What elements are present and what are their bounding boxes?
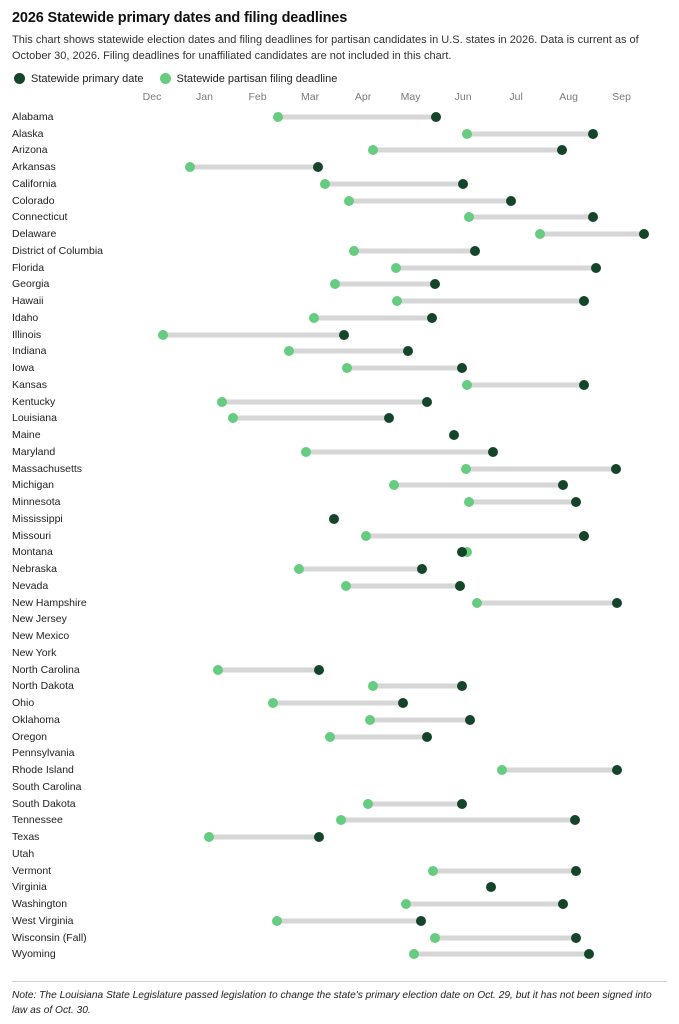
row-label: Wisconsin (Fall) <box>12 931 87 944</box>
chart-row <box>12 259 667 276</box>
range-connector <box>222 399 427 404</box>
row-label: Colorado <box>12 194 55 207</box>
chart-row <box>12 728 667 745</box>
primary-date-dot[interactable] <box>465 715 475 725</box>
chart-row <box>12 561 667 578</box>
range-connector <box>467 131 593 136</box>
primary-date-dot[interactable] <box>314 665 324 675</box>
chart-subtitle: This chart shows statewide election dates and filing deadlines for partisan candidates in U.S. states in 2026. Data is current as of October 30, 2026. Filing deadlines for unaffiliated candidates are not included in this chart. <box>12 34 639 62</box>
range-connector <box>306 449 493 454</box>
filing-deadline-dot[interactable] <box>213 665 223 675</box>
row-label: Iowa <box>12 362 35 375</box>
row-label: Nevada <box>12 579 49 592</box>
primary-date-dot[interactable] <box>571 866 581 876</box>
range-connector <box>469 215 593 220</box>
chart-row <box>12 326 667 343</box>
range-connector <box>218 667 319 672</box>
row-label: North Dakota <box>12 680 74 693</box>
filing-deadline-dot[interactable] <box>320 179 330 189</box>
chart-row <box>12 477 667 494</box>
row-label: Massachusetts <box>12 462 83 475</box>
primary-date-dot[interactable] <box>611 464 621 474</box>
primary-date-dot[interactable] <box>558 899 568 909</box>
row-label: Kansas <box>12 378 48 391</box>
x-axis-tick: Jan <box>196 90 213 103</box>
range-connector <box>469 500 577 505</box>
x-axis-tick: Jul <box>509 90 523 103</box>
chart-row <box>12 645 667 662</box>
row-label: Oregon <box>12 730 48 743</box>
row-label: Rhode Island <box>12 764 74 777</box>
primary-date-dot[interactable] <box>457 799 467 809</box>
filing-deadline-dot[interactable] <box>461 464 471 474</box>
range-connector <box>406 902 563 907</box>
primary-date-dot[interactable] <box>588 129 598 139</box>
filing-deadline-dot[interactable] <box>368 681 378 691</box>
row-label: Montana <box>12 546 53 559</box>
row-label: Maryland <box>12 445 56 458</box>
chart-row <box>12 343 667 360</box>
primary-date-dot[interactable] <box>558 480 568 490</box>
chart-row <box>12 779 667 796</box>
chart-row <box>12 846 667 863</box>
primary-date-dot[interactable] <box>403 346 413 356</box>
x-axis-tick: Sep <box>612 90 631 103</box>
row-label: District of Columbia <box>12 244 104 257</box>
range-connector <box>347 366 462 371</box>
row-label: New Jersey <box>12 613 67 626</box>
primary-date-dot[interactable] <box>470 246 480 256</box>
row-label: Ohio <box>12 697 35 710</box>
primary-date-dot[interactable] <box>458 179 468 189</box>
range-connector <box>299 567 422 572</box>
chart-row <box>12 109 667 126</box>
chart-row <box>12 678 667 695</box>
chart-row <box>12 494 667 511</box>
chart-row <box>12 712 667 729</box>
range-connector <box>373 684 462 689</box>
page-title: 2026 Statewide primary dates and filing deadlines <box>12 10 348 26</box>
chart-row <box>12 795 667 812</box>
primary-date-dot[interactable] <box>570 815 580 825</box>
chart-legend <box>14 73 667 85</box>
primary-date-dot[interactable] <box>422 732 432 742</box>
range-connector <box>209 835 319 840</box>
row-label: Missouri <box>12 529 52 542</box>
range-connector <box>341 818 575 823</box>
row-label: Connecticut <box>12 211 68 224</box>
primary-date-dot[interactable] <box>488 447 498 457</box>
row-label: Louisiana <box>12 412 57 425</box>
chart-row <box>12 611 667 628</box>
row-label: Arkansas <box>12 161 56 174</box>
range-connector <box>366 533 584 538</box>
chart-row <box>12 946 667 963</box>
range-connector <box>373 148 562 153</box>
primary-date-dot[interactable] <box>313 162 323 172</box>
chart-row <box>12 377 667 394</box>
chart-row <box>12 427 667 444</box>
primary-date-dot[interactable] <box>398 698 408 708</box>
row-label: Maine <box>12 429 41 442</box>
filing-deadline-dot[interactable] <box>272 916 282 926</box>
primary-date-dot[interactable] <box>457 363 467 373</box>
row-label: Kentucky <box>12 395 56 408</box>
row-label: Pennsylvania <box>12 747 75 760</box>
primary-date-dot[interactable] <box>506 196 516 206</box>
legend-label-primary: Statewide primary date <box>31 72 144 85</box>
chart-row <box>12 695 667 712</box>
filing-deadline-dot[interactable] <box>430 933 440 943</box>
filing-deadline-dot[interactable] <box>365 715 375 725</box>
filing-deadline-dot[interactable] <box>389 480 399 490</box>
primary-date-dot[interactable] <box>571 933 581 943</box>
chart-row <box>12 628 667 645</box>
chart-row <box>12 410 667 427</box>
row-label: Florida <box>12 261 45 274</box>
range-connector <box>467 382 584 387</box>
filing-deadline-dot[interactable] <box>336 815 346 825</box>
chart-row <box>12 594 667 611</box>
chart-row <box>12 226 667 243</box>
primary-date-dot[interactable] <box>612 598 622 608</box>
primary-date-dot[interactable] <box>584 949 594 959</box>
row-label: Vermont <box>12 864 52 877</box>
primary-date-dot[interactable] <box>486 882 496 892</box>
plot-area <box>12 90 667 961</box>
primary-date-dot[interactable] <box>339 330 349 340</box>
filing-deadline-dot[interactable] <box>391 263 401 273</box>
range-connector <box>396 265 596 270</box>
filing-deadline-dot[interactable] <box>535 229 545 239</box>
row-label: Michigan <box>12 479 55 492</box>
legend-swatch-primary-icon <box>14 73 25 84</box>
primary-date-dot[interactable] <box>457 681 467 691</box>
legend-item-filing <box>160 73 338 85</box>
chart-row <box>12 243 667 260</box>
primary-date-dot[interactable] <box>417 564 427 574</box>
row-label: Idaho <box>12 311 39 324</box>
range-connector <box>277 918 421 923</box>
chart-row <box>12 745 667 762</box>
primary-date-dot[interactable] <box>455 581 465 591</box>
chart-note: Note: The Louisiana State Legislature passed legislation to change the state's primary election date on Oct. 29, but it has not been signed into law as of Oct. 30. <box>12 981 667 1018</box>
chart-row <box>12 142 667 159</box>
row-label: Washington <box>12 898 68 911</box>
chart-row <box>12 176 667 193</box>
x-axis <box>12 91 667 109</box>
primary-date-dot[interactable] <box>384 413 394 423</box>
filing-deadline-dot[interactable] <box>392 296 402 306</box>
range-connector <box>370 717 470 722</box>
row-label: New Mexico <box>12 630 70 643</box>
chart-row <box>12 276 667 293</box>
primary-date-dot[interactable] <box>416 916 426 926</box>
row-label: Georgia <box>12 278 50 291</box>
range-connector <box>190 165 318 170</box>
filing-deadline-dot[interactable] <box>344 196 354 206</box>
chart-row <box>12 578 667 595</box>
filing-deadline-dot[interactable] <box>368 145 378 155</box>
row-label: New York <box>12 646 57 659</box>
primary-date-dot[interactable] <box>422 397 432 407</box>
chart-row <box>12 444 667 461</box>
row-label: Alabama <box>12 110 54 123</box>
row-label: Wyoming <box>12 948 56 961</box>
primary-date-dot[interactable] <box>557 145 567 155</box>
chart-row <box>12 896 667 913</box>
chart-row <box>12 544 667 561</box>
range-connector <box>540 232 644 237</box>
row-label: Indiana <box>12 345 47 358</box>
chart-row <box>12 360 667 377</box>
primary-date-dot[interactable] <box>579 380 589 390</box>
x-axis-tick: Aug <box>559 90 578 103</box>
range-connector <box>349 198 510 203</box>
primary-date-dot[interactable] <box>430 279 440 289</box>
filing-deadline-dot[interactable] <box>409 949 419 959</box>
filing-deadline-dot[interactable] <box>462 129 472 139</box>
row-label: Texas <box>12 831 40 844</box>
range-connector <box>330 734 427 739</box>
primary-date-dot[interactable] <box>449 430 459 440</box>
row-label: Utah <box>12 847 35 860</box>
row-label: New Hampshire <box>12 596 87 609</box>
filing-deadline-dot[interactable] <box>462 380 472 390</box>
row-label: Oklahoma <box>12 713 60 726</box>
chart-row <box>12 527 667 544</box>
row-label: California <box>12 177 57 190</box>
filing-deadline-dot[interactable] <box>217 397 227 407</box>
chart-row <box>12 661 667 678</box>
row-label: Tennessee <box>12 814 63 827</box>
primary-date-dot[interactable] <box>571 497 581 507</box>
primary-date-dot[interactable] <box>639 229 649 239</box>
primary-date-dot[interactable] <box>588 212 598 222</box>
filing-deadline-dot[interactable] <box>342 363 352 373</box>
range-connector <box>477 600 617 605</box>
chart-row <box>12 913 667 930</box>
chart-row <box>12 929 667 946</box>
primary-date-dot[interactable] <box>329 514 339 524</box>
chart-row <box>12 393 667 410</box>
primary-date-dot[interactable] <box>314 832 324 842</box>
row-label: South Carolina <box>12 780 82 793</box>
row-label: Illinois <box>12 328 42 341</box>
filing-deadline-dot[interactable] <box>228 413 238 423</box>
filing-deadline-dot[interactable] <box>497 765 507 775</box>
chart-rows <box>12 109 667 963</box>
filing-deadline-dot[interactable] <box>428 866 438 876</box>
row-label: Virginia <box>12 881 47 894</box>
filing-deadline-dot[interactable] <box>341 581 351 591</box>
row-label: South Dakota <box>12 797 76 810</box>
range-connector <box>289 349 408 354</box>
row-label: North Carolina <box>12 663 80 676</box>
range-connector <box>335 282 435 287</box>
filing-deadline-dot[interactable] <box>349 246 359 256</box>
range-connector <box>163 332 344 337</box>
range-connector <box>368 801 462 806</box>
x-axis-tick: Apr <box>354 90 372 103</box>
filing-deadline-dot[interactable] <box>158 330 168 340</box>
legend-label-filing: Statewide partisan filing deadline <box>176 72 338 85</box>
primary-date-dot[interactable] <box>427 313 437 323</box>
chart-row <box>12 125 667 142</box>
filing-deadline-dot[interactable] <box>330 279 340 289</box>
filing-deadline-dot[interactable] <box>294 564 304 574</box>
chart-row <box>12 862 667 879</box>
primary-date-dot[interactable] <box>591 263 601 273</box>
x-axis-tick: Dec <box>142 90 162 103</box>
x-axis-tick: Jun <box>454 90 472 103</box>
filing-deadline-dot[interactable] <box>204 832 214 842</box>
range-connector <box>233 416 389 421</box>
range-connector <box>394 483 562 488</box>
filing-deadline-dot[interactable] <box>284 346 294 356</box>
primary-date-dot[interactable] <box>612 765 622 775</box>
filing-deadline-dot[interactable] <box>301 447 311 457</box>
row-label: West Virginia <box>12 914 74 927</box>
chart-row <box>12 460 667 477</box>
x-axis-tick: Mar <box>301 90 320 103</box>
row-label: Hawaii <box>12 295 44 308</box>
row-label: Alaska <box>12 127 44 140</box>
filing-deadline-dot[interactable] <box>464 212 474 222</box>
x-axis-tick: Feb <box>248 90 267 103</box>
row-label: Mississippi <box>12 512 63 525</box>
legend-item-primary <box>14 73 144 85</box>
chart-row <box>12 762 667 779</box>
range-connector <box>346 583 459 588</box>
primary-date-dot[interactable] <box>579 531 589 541</box>
range-connector <box>314 315 433 320</box>
range-connector <box>325 181 463 186</box>
filing-deadline-dot[interactable] <box>464 497 474 507</box>
filing-deadline-dot[interactable] <box>401 899 411 909</box>
chart-row <box>12 511 667 528</box>
legend-swatch-filing-icon <box>160 73 171 84</box>
range-connector <box>435 935 576 940</box>
row-label: Delaware <box>12 228 57 241</box>
filing-deadline-dot[interactable] <box>325 732 335 742</box>
filing-deadline-dot[interactable] <box>363 799 373 809</box>
primary-date-dot[interactable] <box>431 112 441 122</box>
row-label: Minnesota <box>12 496 61 509</box>
filing-deadline-dot[interactable] <box>309 313 319 323</box>
range-connector <box>397 299 584 304</box>
filing-deadline-dot[interactable] <box>268 698 278 708</box>
filing-deadline-dot[interactable] <box>361 531 371 541</box>
chart-row <box>12 812 667 829</box>
row-label: Nebraska <box>12 563 57 576</box>
filing-deadline-dot[interactable] <box>185 162 195 172</box>
range-connector <box>354 248 475 253</box>
range-connector <box>273 701 403 706</box>
chart-row <box>12 159 667 176</box>
filing-deadline-dot[interactable] <box>472 598 482 608</box>
chart-row <box>12 209 667 226</box>
chart-row <box>12 192 667 209</box>
chart-row <box>12 879 667 896</box>
range-connector <box>502 768 616 773</box>
range-connector <box>466 466 615 471</box>
chart-row <box>12 310 667 327</box>
row-label: Arizona <box>12 144 48 157</box>
range-connector <box>433 868 576 873</box>
filing-deadline-dot[interactable] <box>273 112 283 122</box>
chart-row <box>12 829 667 846</box>
range-connector <box>278 114 436 119</box>
range-connector <box>414 952 590 957</box>
chart-row <box>12 293 667 310</box>
primary-date-dot[interactable] <box>579 296 589 306</box>
x-axis-tick: May <box>400 90 421 103</box>
